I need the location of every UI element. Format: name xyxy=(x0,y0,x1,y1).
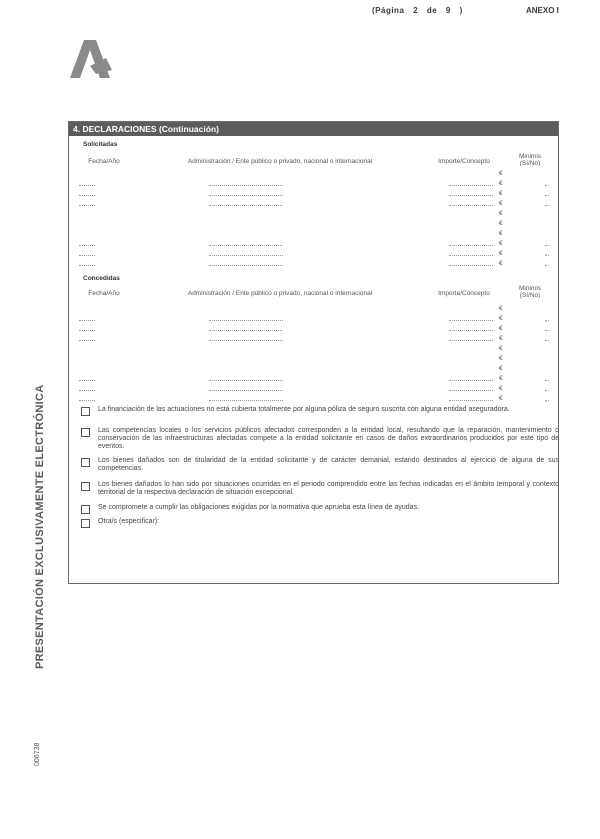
entry-row[interactable] xyxy=(69,355,558,363)
entity-field[interactable] xyxy=(209,390,283,391)
euro-symbol: € xyxy=(499,375,503,382)
entry-row[interactable] xyxy=(69,190,558,198)
entry-row[interactable] xyxy=(69,220,558,228)
annex-label: ANEXO I xyxy=(526,6,559,15)
amount-field[interactable] xyxy=(449,400,493,401)
euro-symbol: € xyxy=(499,385,503,392)
entity-field[interactable] xyxy=(209,330,283,331)
declaration-checkbox[interactable] xyxy=(81,428,90,437)
declaration-checkbox[interactable] xyxy=(81,519,90,528)
page-total: 9 xyxy=(445,6,451,15)
date-field[interactable] xyxy=(79,340,95,341)
minimis-field[interactable] xyxy=(545,380,549,381)
euro-symbol: € xyxy=(499,180,503,187)
entity-field[interactable] xyxy=(209,340,283,341)
entry-row[interactable] xyxy=(69,240,558,248)
entity-field[interactable] xyxy=(209,380,283,381)
date-field[interactable] xyxy=(79,320,95,321)
minimis-field[interactable] xyxy=(545,255,549,256)
minimis-field[interactable] xyxy=(545,205,549,206)
declaration-text: Se compromete a cumplir las obligaciones exigidas por la normativa que aprueba esta línea de ayudas. xyxy=(98,504,420,511)
requested-col-admin: Administración / Ente público o privado, nacional o internacional xyxy=(187,158,373,165)
amount-field[interactable] xyxy=(449,340,493,341)
entity-field[interactable] xyxy=(209,320,283,321)
granted-title: Concedidas xyxy=(83,275,120,282)
page-of: de xyxy=(426,6,438,15)
requested-title: Solicitadas xyxy=(83,141,118,148)
euro-symbol: € xyxy=(499,395,503,402)
date-field[interactable] xyxy=(79,205,95,206)
minimis-field[interactable] xyxy=(545,195,549,196)
euro-symbol: € xyxy=(499,170,503,177)
page-header xyxy=(0,6,600,20)
granted-col-date: Fecha/Año xyxy=(88,290,120,297)
euro-symbol: € xyxy=(499,230,503,237)
date-field[interactable] xyxy=(79,245,95,246)
minimis-field[interactable] xyxy=(545,245,549,246)
declaration-checkbox[interactable] xyxy=(81,458,90,467)
amount-field[interactable] xyxy=(449,255,493,256)
euro-symbol: € xyxy=(499,345,503,352)
euro-symbol: € xyxy=(499,305,503,312)
date-field[interactable] xyxy=(79,380,95,381)
declaration-text: Los bienes dañados son de titularidad de la entidad solicitante y de carácter demanial, estando destinados al ejercicio de alguna de sus competencias. xyxy=(98,457,559,472)
minimis-field[interactable] xyxy=(545,185,549,186)
declaration-checkbox[interactable] xyxy=(81,407,90,416)
amount-field[interactable] xyxy=(449,380,493,381)
euro-symbol: € xyxy=(499,355,503,362)
declaration-checkbox[interactable] xyxy=(81,505,90,514)
euro-symbol: € xyxy=(499,210,503,217)
requested-col-minimis: Minimis (Sí/No) xyxy=(518,153,542,167)
minimis-field[interactable] xyxy=(545,265,549,266)
date-field[interactable] xyxy=(79,390,95,391)
entity-field[interactable] xyxy=(209,205,283,206)
granted-col-minimis: Minimis (Sí/No) xyxy=(518,285,542,299)
euro-symbol: € xyxy=(499,240,503,247)
entity-field[interactable] xyxy=(209,185,283,186)
declaration-checkbox[interactable] xyxy=(81,482,90,491)
euro-symbol: € xyxy=(499,250,503,257)
entry-row[interactable] xyxy=(69,375,558,383)
euro-symbol: € xyxy=(499,315,503,322)
amount-field[interactable] xyxy=(449,195,493,196)
entity-field[interactable] xyxy=(209,195,283,196)
declaration-text: La financiación de las actuaciones no está cubierta totalmente por alguna póliza de seguro suscrita con alguna entidad aseguradora. xyxy=(98,406,510,413)
minimis-field[interactable] xyxy=(545,330,549,331)
document-code: 006738 xyxy=(34,742,41,766)
entity-field[interactable] xyxy=(209,400,283,401)
declaration-text: Otra/s (especificar): xyxy=(98,518,160,525)
page-open: (Página xyxy=(372,6,405,15)
entry-row[interactable] xyxy=(69,250,558,258)
euro-symbol: € xyxy=(499,325,503,332)
date-field[interactable] xyxy=(79,400,95,401)
entry-row[interactable] xyxy=(69,200,558,208)
declaration-text: Los bienes dañados lo han sido por situaciones ocurridas en el periodo comprendido entre las fechas indicadas en el ámbito temporal y contexto territorial de la respectiva declaración de situación excepcional. xyxy=(98,481,559,496)
entry-row[interactable] xyxy=(69,230,558,238)
euro-symbol: € xyxy=(499,200,503,207)
entry-row[interactable] xyxy=(69,365,558,373)
entry-row[interactable] xyxy=(69,210,558,218)
amount-field[interactable] xyxy=(449,265,493,266)
date-field[interactable] xyxy=(79,195,95,196)
requested-col-amount: Importe/Concepto xyxy=(438,158,490,165)
entry-row[interactable] xyxy=(69,385,558,393)
amount-field[interactable] xyxy=(449,320,493,321)
junta-logo-icon xyxy=(70,40,112,78)
side-vertical-text: PRESENTACIÓN EXCLUSIVAMENTE ELECTRÓNICA xyxy=(34,384,46,669)
euro-symbol: € xyxy=(499,220,503,227)
entry-row[interactable] xyxy=(69,395,558,403)
entry-row[interactable] xyxy=(69,180,558,188)
entry-row[interactable] xyxy=(69,315,558,323)
entry-row[interactable] xyxy=(69,345,558,353)
minimis-field[interactable] xyxy=(545,320,549,321)
declaration-text: Las competencias locales o los servicios públicos afectados corresponden a la entidad local, resultando que la reparación, mantenimiento o conservación de las infraestructuras afectadas compete a la entidad solicitante en casos de daños extraordinarios producidos por este tipo de eventos. xyxy=(98,427,559,450)
euro-symbol: € xyxy=(499,335,503,342)
section-title: 4. DECLARACIONES (Continuación) xyxy=(69,122,558,136)
date-field[interactable] xyxy=(79,330,95,331)
date-field[interactable] xyxy=(79,185,95,186)
page-number xyxy=(372,6,463,15)
amount-field[interactable] xyxy=(449,185,493,186)
minimis-field[interactable] xyxy=(545,340,549,341)
granted-col-admin: Administración / Ente público o privado, nacional o internacional xyxy=(187,290,373,297)
amount-field[interactable] xyxy=(449,245,493,246)
entry-row[interactable] xyxy=(69,170,558,178)
minimis-field[interactable] xyxy=(545,400,549,401)
entity-field[interactable] xyxy=(209,245,283,246)
declarations-section xyxy=(68,121,559,584)
amount-field[interactable] xyxy=(449,390,493,391)
entry-row[interactable] xyxy=(69,325,558,333)
entity-field[interactable] xyxy=(209,255,283,256)
page-current: 2 xyxy=(413,6,419,15)
page-close: ) xyxy=(459,6,463,15)
amount-field[interactable] xyxy=(449,205,493,206)
euro-symbol: € xyxy=(499,260,503,267)
entry-row[interactable] xyxy=(69,305,558,313)
requested-col-date: Fecha/Año xyxy=(88,158,120,165)
amount-field[interactable] xyxy=(449,330,493,331)
date-field[interactable] xyxy=(79,265,95,266)
date-field[interactable] xyxy=(79,255,95,256)
granted-col-amount: Importe/Concepto xyxy=(438,290,490,297)
euro-symbol: € xyxy=(499,190,503,197)
entity-field[interactable] xyxy=(209,265,283,266)
minimis-field[interactable] xyxy=(545,390,549,391)
entry-row[interactable] xyxy=(69,260,558,268)
euro-symbol: € xyxy=(499,365,503,372)
entry-row[interactable] xyxy=(69,335,558,343)
